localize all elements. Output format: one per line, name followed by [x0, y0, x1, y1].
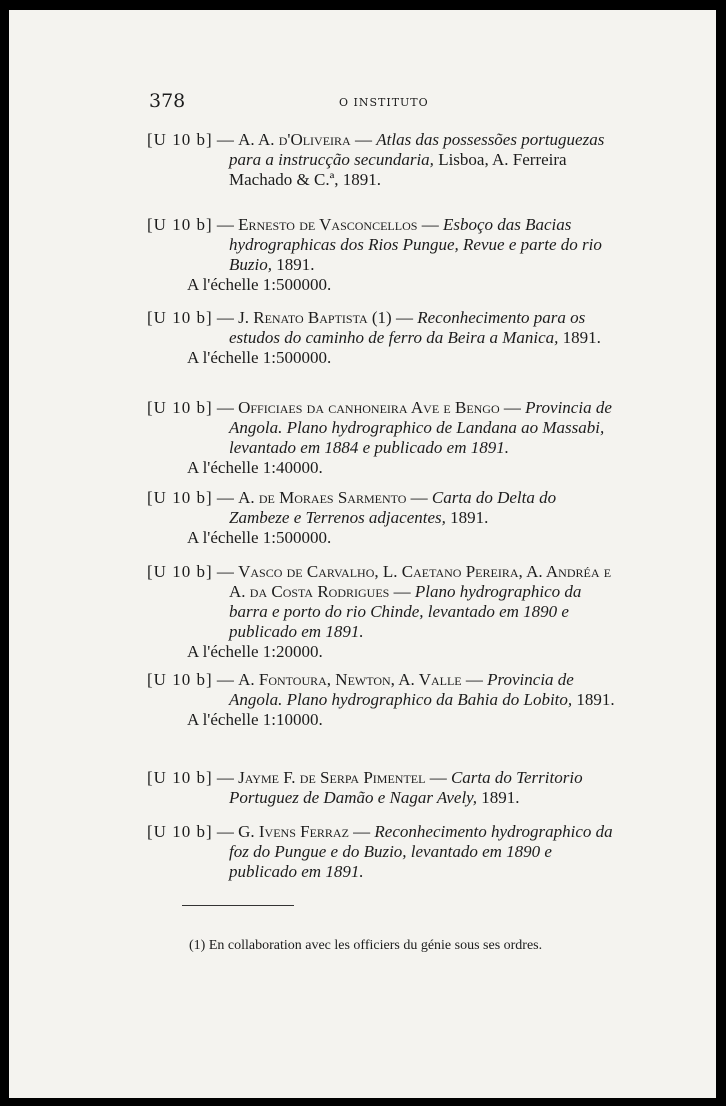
entry-tag: [U 10 b]	[147, 308, 213, 327]
book-page	[9, 10, 716, 1098]
entry-author: A. Fontoura, Newton, A. Valle	[238, 670, 462, 689]
entry-title: Carta do Territorio Portuguez de Damão e Nagar Avely,	[229, 768, 583, 807]
entry-tag: [U 10 b]	[147, 215, 213, 234]
entry-tag: [U 10 b]	[147, 398, 213, 417]
bibliography-entry: [U 10 b] — A. A. d'Oliveira — Atlas das possessões portuguezas para a instrucção secundaria, Lisboa, A. Ferreira Machado & C.ª, 1891.	[147, 130, 605, 189]
entry-title: Atlas das possessões portuguezas para a instrucção secundaria,	[229, 130, 605, 169]
entry-scale: A l'échelle 1:500000.	[187, 528, 332, 547]
bibliography-entry: [U 10 b] — Ernesto de Vasconcellos — Esboço das Bacias hydrographicas dos Rios Pungue, Revue e parte do rio Buzio, 1891. A l'échelle 1:500000.	[147, 215, 619, 295]
entry-tag: [U 10 b]	[147, 822, 213, 841]
entry-title: Esboço das Bacias hydrographicas dos Rios Pungue, Revue e parte do rio Buzio,	[229, 215, 602, 274]
entry-publication: 1891.	[450, 508, 489, 527]
entry-author: Vasco de Carvalho, L. Caetano Pereira, A. Andréa e A. da Costa Rodrigues	[229, 562, 612, 601]
entry-publication: 1891.	[481, 788, 520, 807]
entry-tag: [U 10 b]	[147, 562, 213, 581]
entry-author: A. de Moraes Sarmento	[238, 488, 407, 507]
entry-publication: 1891.	[562, 328, 601, 347]
entry-tag: [U 10 b]	[147, 670, 213, 689]
bibliography-entry: [U 10 b] — A. Fontoura, Newton, A. Valle — Provincia de Angola. Plano hydrographico da Bahia do Lobito, 1891. A l'échelle 1:10000.	[147, 670, 619, 730]
entry-title: Reconhecimento para os estudos do caminho de ferro da Beira a Manica,	[229, 308, 586, 347]
entry-author: G. Ivens Ferraz	[238, 822, 349, 841]
entry-author: Officiaes da canhoneira Ave e Bengo	[238, 398, 500, 417]
entry-publication: 1891.	[576, 690, 615, 709]
entry-scale: A l'échelle 1:500000.	[187, 348, 332, 367]
entry-author: Jayme F. de Serpa Pimentel	[238, 768, 426, 787]
entry-publication: Lisboa, A. Ferreira Machado & C.ª, 1891.	[229, 150, 567, 189]
entry-scale: A l'échelle 1:40000.	[187, 458, 323, 477]
footnote: (1) En collaboration avec les officiers du génie sous ses ordres.	[189, 938, 543, 953]
entry-title: Plano hydrographico da barra e porto do rio Chinde, levantado em 1890 e publicado em 1891.	[229, 582, 582, 641]
page-number: 378	[149, 90, 186, 112]
bibliography-entry: [U 10 b] — J. Renato Baptista (1) — Reconhecimento para os estudos do caminho de ferro da Beira a Manica, 1891. A l'échelle 1:500000.	[147, 308, 619, 368]
entry-scale: A l'échelle 1:10000.	[187, 710, 323, 729]
entry-title: Provincia de Angola. Plano hydrographico de Landana ao Massabi, levantado em 1884 e publicado em 1891.	[229, 398, 612, 457]
entry-title: Carta do Delta do Zambeze e Terrenos adjacentes,	[229, 488, 557, 527]
footnote-divider	[182, 905, 294, 906]
bibliography-entry: [U 10 b] — Officiaes da canhoneira Ave e Bengo — Provincia de Angola. Plano hydrographico de Landana ao Massabi, levantado em 1884 e publicado em 1891. A l'échelle 1:40000.	[147, 398, 619, 478]
entry-author: A. A. d'Oliveira	[238, 130, 351, 149]
running-title: O INSTITUTO	[339, 96, 429, 109]
entry-author: Ernesto de Vasconcellos	[238, 215, 418, 234]
bibliography-entry: [U 10 b] — Jayme F. de Serpa Pimentel — Carta do Territorio Portuguez de Damão e Nagar Avely, 1891.	[147, 768, 583, 807]
bibliography-entry: [U 10 b] — A. de Moraes Sarmento — Carta do Delta do Zambeze e Terrenos adjacentes, 1891. A l'échelle 1:500000.	[147, 488, 619, 548]
entry-tag: [U 10 b]	[147, 488, 213, 507]
bibliography-entry: [U 10 b] — G. Ivens Ferraz — Reconhecimento hydrographico da foz do Pungue e do Buzio, levantado em 1890 e publicado em 1891.	[147, 822, 613, 881]
entry-scale: A l'échelle 1:20000.	[187, 642, 323, 661]
entry-scale: A l'échelle 1:500000.	[187, 275, 332, 294]
entry-publication: 1891.	[276, 255, 315, 274]
entry-tag: [U 10 b]	[147, 768, 213, 787]
entry-title: Provincia de Angola. Plano hydrographico da Bahia do Lobito,	[229, 670, 574, 709]
entry-author: J. Renato Baptista (1)	[238, 308, 392, 327]
entry-title: Reconhecimento hydrographico da foz do Pungue e do Buzio, levantado em 1890 e publicado em 1891.	[229, 822, 613, 881]
entry-tag: [U 10 b]	[147, 130, 213, 149]
bibliography-entry: [U 10 b] — Vasco de Carvalho, L. Caetano Pereira, A. Andréa e A. da Costa Rodrigues — Plano hydrographico da barra e porto do rio Chinde, levantado em 1890 e publicado em 1891. A l'échelle 1:20000.	[147, 562, 619, 662]
